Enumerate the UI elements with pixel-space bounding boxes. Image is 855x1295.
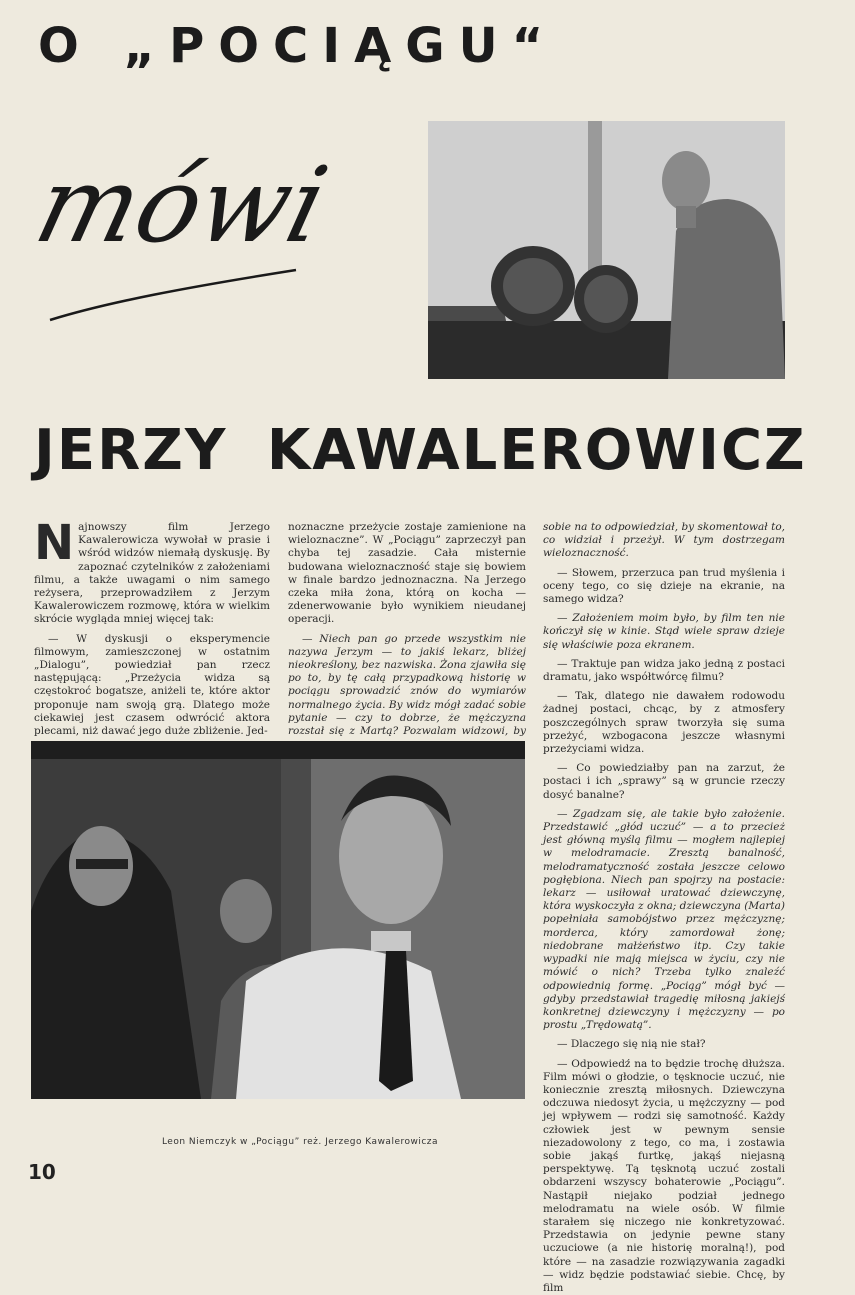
article-paragraph: — Odpowiedź na to będzie trochę dłuższa. Film mówi o głodzie, o tęsknocie uczuć, nie koniecznie zresztą miłosnych. Dziewczyna odczuwa niedosyt życia, u mężczyzny — pod jej wpływem — rodzi się samotność. Każdy człowiek jest w pewnym sensie niezadowolony z tego, co ma, i zostawia sobie jakąś furtkę, jakąś niejasną perspektywę. Tą tęsknotą uczuć zostali obdarzeni wszyscy bohaterowie „Pociągu”. Nastąpił niejako podział jednego melodramatu na wiele osób. W filmie starałem się niczego nie konkretyzować. Przedstawia on jedynie pewne stany uczuciowe (a nie historię moralną!), pod które — na zasadzie rozwiązywania zagadki — widz będzie podstawiać siebie. Chcę, by film xyxy=(543,1057,785,1294)
article-column-1 xyxy=(34,515,270,738)
photo-caption: Leon Niemczyk w „Pociągu” reż. Jerzego Kawalerowicza xyxy=(161,1137,439,1147)
article-paragraph: — Traktuje pan widza jako jedną z postaci dramatu, jako współtwórcę filmu? xyxy=(543,657,785,684)
director-name-headline: JERZY KAWALEROWICZ xyxy=(34,418,807,483)
article-paragraph: — Zgadzam się, ale takie było założenie. Przedstawić „głód uczuć” — a to przecież jest główną myślą filmu — mogłem najlepiej w melodramacie. Zresztą banalność, melodramatyczność została jeszcze celowo pogłębiona. Niech pan spojrzy na postacie: lekarz — usiłował uratować dziewczynę, która wyskoczyła z okna; dziewczyna (Marta) popełniała samobójstwo przez mężczyznę; morderca, który zamordował żonę; niedobrane małżeństwo itp. Czy takie wypadki nie mają miejsca w życiu, czy nie mówić o nich? Trzeba tylko znaleźć odpowiednią formę. „Pociąg” mógł być — gdyby przedstawiał tragedię miłosną jakiejś konkretnej dziewczyny i mężczyzny — po prostu „Trędowatą”. xyxy=(543,807,785,1032)
director-photo xyxy=(428,121,785,379)
script-flourish xyxy=(48,262,298,322)
article-paragraph: — Niech pan go przede wszystkim nie nazywa Jerzym — to jakiś lekarz, bliżej nieokreślony, bez nazwiska. Żona zjawiła się po to, by tę całą przypadkową historię w pociągu sprowadzić znów do wymiarów normalnego życia. By widz mógł zadać sobie pytanie — czy to dobrze, że mężczyzna rozstał się z Martą? Pozwalam widzowi, by xyxy=(288,632,526,738)
article-paragraph: — Co powiedziałby pan na zarzut, że postaci i ich „sprawy” są w gruncie rzeczy dosyć banalne? xyxy=(543,762,785,801)
film-still-photo xyxy=(31,741,525,1099)
script-heading-word: mówi xyxy=(24,144,339,266)
article-column-2 xyxy=(288,521,526,738)
article-paragraph: sobie na to odpowiedział, by skomentował to, co widział i przeżył. W tym dostrzegam wieloznaczność. xyxy=(543,521,785,560)
article-paragraph: — Tak, dlatego nie dawałem rodowodu żadnej postaci, chcąc, by z atmosfery poszczególnych spraw tworzyła się suma przeżyć, wzbogacona jeszcze własnymi przeżyciami widza. xyxy=(543,690,785,756)
page-number: 10 xyxy=(28,1160,56,1184)
article-paragraph: — Dlaczego się nią nie stał? xyxy=(557,1038,706,1051)
drop-cap: N xyxy=(34,515,75,571)
article-headline: O „POCIĄGU“ xyxy=(38,18,558,74)
article-paragraph: — W dyskusji o eksperymencie filmowym, zamieszczonej w ostatnim „Dialogu”, powiedział pan rzecz następującą: „Przeżycia widza są częstokroć bogatsze, aniżeli te, które aktor proponuje nam swoją grą. Dlatego może ciekawiej jest czasem odwrócić aktora plecami, niż dawać jego duże zbliżenie. Jed- xyxy=(34,632,270,738)
article-paragraph: — Założeniem moim było, by film ten nie kończył się w kinie. Stąd wiele spraw dzieje się właściwie poza ekranem. xyxy=(543,612,785,651)
article-paragraph: — Słowem, przerzuca pan trud myślenia i oceny tego, co się dzieje na ekranie, na samego widza? xyxy=(543,566,785,606)
article-column-3 xyxy=(543,521,785,1294)
article-paragraph: noznaczne przeżycie zostaje zamienione na wieloznaczne”. W „Pociągu” zaprzeczył pan chyba tej zasadzie. Cała misternie budowana wieloznaczność staje się bowiem w finale bardzo jednoznaczna. Na Jerzego czeka miła żona, którą on kocha — zdenerwowanie było wynikiem nieudanej operacji. xyxy=(288,521,526,626)
lead-paragraph: Najnowszy film Jerzego Kawalerowicza wywołał w prasie i wśród widzów niemałą dyskusję. By zapoznać czytelników z założeniami filmu, a także uwagami o nim samego reżysera, przeprowadziłem z Jerzym Kawalerowiczem rozmowę, która w wielkim skrócie wygląda mniej więcej tak: xyxy=(34,515,270,626)
